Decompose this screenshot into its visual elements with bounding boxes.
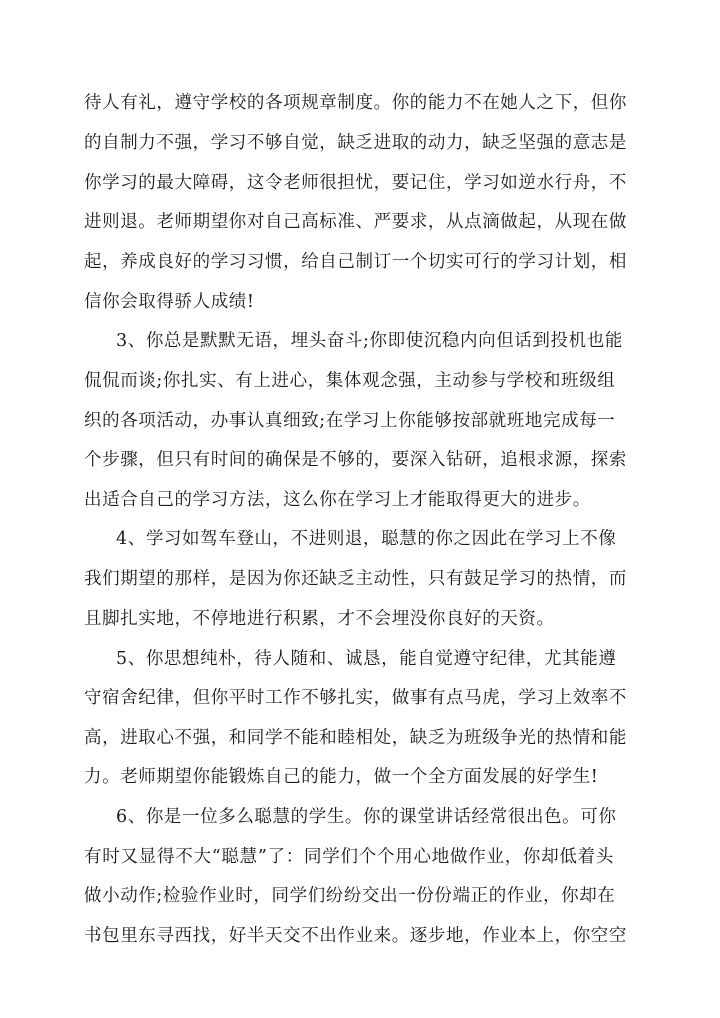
- text-line: 起，养成良好的学习习惯，给自己制订一个切实可行的学习计划，相: [84, 252, 627, 272]
- text-line: 书包里东寻西找，好半天交不出作业来。逐步地，作业本上，你空空: [84, 926, 627, 946]
- text-line: 个步骤，但只有时间的确保是不够的，要深入钻研，追根求源，探索: [84, 450, 627, 470]
- text-line: 力。老师期望你能锻炼自己的能力，做一个全方面发展的好学生!: [84, 767, 599, 787]
- paragraph-5-first-line: 5、你思想纯朴，待人随和、诚恳，能自觉遵守纪律，尤其能遵: [116, 649, 617, 669]
- text-line: 侃侃而谈;你扎实、有上进心，集体观念强，主动参与学校和班级组: [84, 371, 616, 391]
- text-line: 你学习的最大障碍，这令老师很担忧，要记住，学习如逆水行舟，不: [84, 173, 627, 193]
- text-line: 有时又显得不大“聪慧”了：同学们个个用心地做作业，你却低着头: [84, 847, 614, 867]
- text-line: 做小动作;检验作业时，同学们纷纷交出一份份端正的作业，你却在: [84, 886, 616, 906]
- text-line: 信你会取得骄人成绩!: [84, 292, 255, 312]
- text-line: 我们期望的那样，是因为你还缺乏主动性，只有鼓足学习的热情，而: [84, 569, 627, 589]
- text-line: 待人有礼，遵守学校的各项规章制度。你的能力不在她人之下，但你: [84, 93, 627, 113]
- text-line: 的自制力不强，学习不够自觉，缺乏进取的动力，缺乏坚强的意志是: [84, 133, 627, 153]
- paragraph-3-first-line: 3、你总是默默无语，埋头奋斗;你即使沉稳内向但话到投机也能: [116, 331, 623, 351]
- text-line: 织的各项活动，办事认真细致;在学习上你能够按部就班地完成每一: [84, 411, 616, 431]
- text-line: 进则退。老师期望你对自己高标准、严要求，从点滴做起，从现在做: [84, 212, 627, 232]
- text-line: 且脚扎实地，不停地进行积累，才不会埋没你良好的天资。: [84, 609, 555, 629]
- paragraph-6-first-line: 6、你是一位多么聪慧的学生。你的课堂讲话经常很出色。可你: [116, 807, 617, 827]
- text-line: 守宿舍纪律，但你平时工作不够扎实，做事有点马虎，学习上效率不: [84, 688, 627, 708]
- paragraph-4-first-line: 4、学习如驾车登山，不进则退，聪慧的你之因此在学习上不像: [116, 529, 617, 549]
- text-line: 高，进取心不强，和同学不能和睦相处，缺乏为班级争光的热情和能: [84, 728, 627, 748]
- text-line: 出适合自己的学习方法，这么你在学习上才能取得更大的进步。: [84, 490, 591, 510]
